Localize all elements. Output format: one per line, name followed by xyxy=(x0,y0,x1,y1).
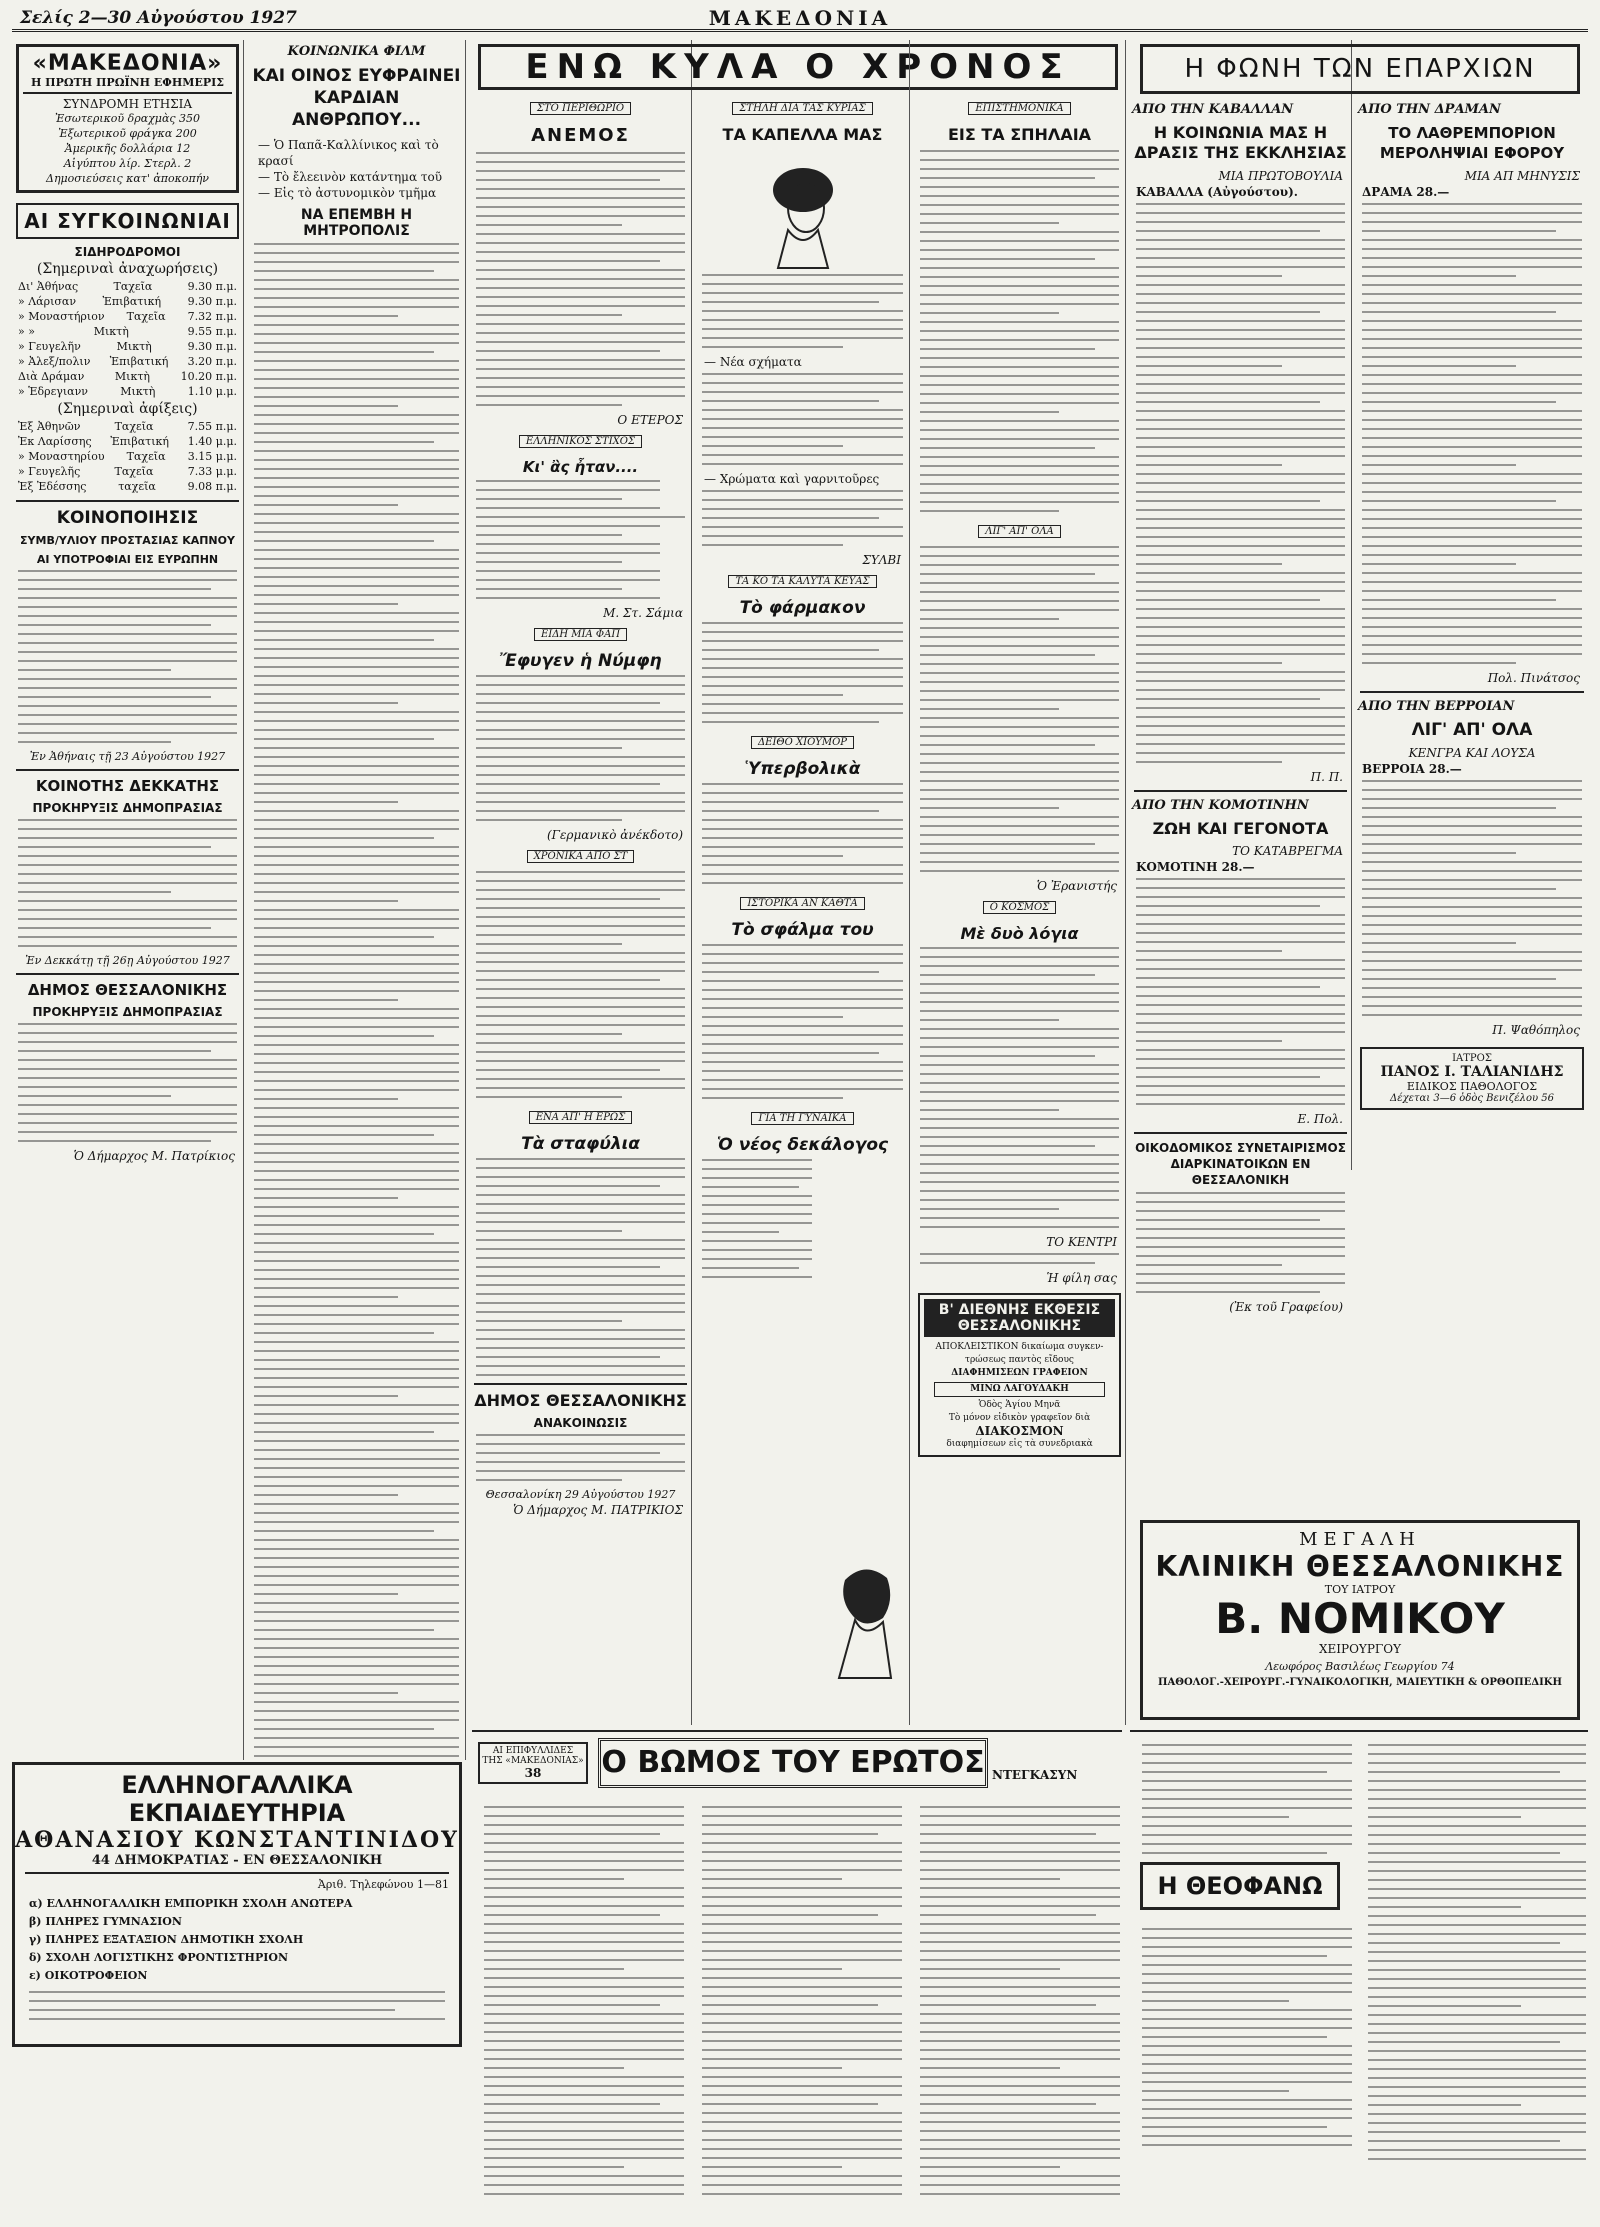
article-text xyxy=(702,373,903,465)
section-label: ΓΙΑ ΤΗ ΓΥΝΑΙΚΑ xyxy=(751,1112,853,1125)
school-item: α) ΕΛΛΗΝΟΓΑΛΛΙΚΗ ΕΜΠΟΡΙΚΗ ΣΧΟΛΗ ΑΝΩΤΕΡΑ xyxy=(29,1897,353,1910)
subscription-row: Αἰγύπτου λίρ. Στερλ. 2 xyxy=(63,157,192,170)
arrivals-heading: (Σημεριναὶ ἀφίξεις) xyxy=(57,401,198,417)
poem-text xyxy=(476,480,685,599)
article-subtitle: ΚΕΝΓΡΑ ΚΑΙ ΛΟΥΣΑ xyxy=(1408,746,1536,760)
clinic-title: ΚΛΙΝΙΚΗ ΘΕΣΣΑΛΟΝΙΚΗΣ xyxy=(1155,1550,1565,1583)
school-item: γ) ΠΛΗΡΕΣ ΕΞΑΤΑΞΙΟΝ ΔΗΜΟΤΙΚΗ ΣΧΟΛΗ xyxy=(29,1933,304,1946)
from-label: ΑΠΟ ΤΗΝ ΔΡΑΜΑΝ xyxy=(1358,102,1501,117)
article-lead: ΚΟΜΟΤΙΝΗ 28.— xyxy=(1136,860,1255,874)
municipality-title: ΔΗΜΟΣ ΘΕΣΣΑΛΟΝΙΚΗΣ xyxy=(474,1391,687,1410)
dekatia-date: Ἐν Δεκκάτῃ τῇ 26ῃ Αὐγούστου 1927 xyxy=(25,954,230,967)
article-text xyxy=(476,1434,685,1481)
article-title: Μὲ δυὸ λόγια xyxy=(960,924,1079,943)
municipality-signature: Ὁ Δήμαρχος Μ. Πατρίκιος xyxy=(73,1149,235,1163)
column-3 xyxy=(470,40,692,1725)
clinic-address: Λεωφόρος Βασιλέως Γεωργίου 74 xyxy=(1265,1660,1455,1673)
article-subheading: — Εἰς τὸ ἀστυνομικὸν τμῆμα xyxy=(258,186,437,200)
masthead xyxy=(12,6,1588,32)
exhibition-title: Β' ΔΙΕΘΝΗΣ ΕΚΘΕΣΙΣ ΘΕΣΣΑΛΟΝΙΚΗΣ xyxy=(924,1299,1115,1337)
municipality-signature: Ὁ Δήμαρχος Μ. ΠΑΤΡΙΚΙΟΣ xyxy=(513,1503,683,1517)
exhibition-line: διαφημίσεων εἰς τὰ συνεδριακὰ xyxy=(946,1439,1093,1449)
article-text xyxy=(702,622,903,723)
article-subtitle: ΜΙΑ ΠΡΩΤΟΒΟΥΛΙΑ xyxy=(1218,169,1343,183)
article-title: ΤΑ ΚΑΠΕΛΛΑ ΜΑΣ xyxy=(722,125,883,144)
article-title: ΑΝΕΜΟΣ xyxy=(531,125,630,146)
doctor-name: ΠΑΝΟΣ Ι. ΤΑΛΙΑΝΙΔΗΣ xyxy=(1380,1064,1564,1080)
article-text xyxy=(920,947,1119,1228)
schedule-row: » Ἑδρεγιανν Μικτὴ 1.10 μ.μ. xyxy=(18,385,237,398)
article-text xyxy=(18,570,237,743)
doctor-specialty: ΕΙΔΙΚΟΣ ΠΑΘΟΛΟΓΟΣ xyxy=(1406,1080,1538,1093)
subscription-title: «ΜΑΚΕΔΟΝΙΑ» xyxy=(32,51,223,76)
section-label: Ο ΚΟΣΜΟΣ xyxy=(983,901,1057,914)
article-text xyxy=(29,1991,445,2020)
exhibition-line: ΑΠΟΚΛΕΙΣΤΙΚΟΝ δικαίωμα συγκεν- xyxy=(935,1342,1104,1352)
section-label: ΕΛΛΗΝΙΚΟΣ ΣΤΙΧΟΣ xyxy=(519,435,642,448)
section-label: ΤΑ ΚΟ ΤΑ ΚΑΛΥΤΑ ΚΕΥΑΣ xyxy=(728,575,876,588)
schedule-row: Ἐξ Ἐδέσσης ταχεῖα 9.08 π.μ. xyxy=(18,480,237,493)
article-title: ΕΙΣ ΤΑ ΣΠΗΛΑΙΑ xyxy=(947,125,1092,144)
article-title: Τὰ σταφύλια xyxy=(521,1134,640,1154)
article-signature: Ὁ Ἐρανιστής xyxy=(1036,879,1117,893)
from-label: ΑΠΟ ΤΗΝ ΚΟΜΟΤΙΝΗΝ xyxy=(1132,798,1309,813)
notice-subtitle: ΣΥΜΒ/ΥΛΙΟΥ ΠΡΟΣΤΑΣΙΑΣ ΚΑΠΝΟΥ xyxy=(20,534,235,547)
exhibition-line: Ὁδὸς Ἁγίου Μηνᾶ xyxy=(978,1400,1061,1410)
schedule-row: Ἐξ Ἀθηνῶν Ταχεῖα 7.55 π.μ. xyxy=(18,420,237,433)
woman-portrait-illustration xyxy=(825,1560,905,1680)
section-label: ΚΟΙΝΩΝΙΚΑ ΦΙΛΜ xyxy=(287,44,426,59)
municipality-subtitle: ΠΡΟΚΗΡΥΞΙΣ ΔΗΜΟΠΡΑΣΙΑΣ xyxy=(32,1005,223,1019)
article-lead: ΒΕΡΡΟΙΑ 28.— xyxy=(1362,762,1462,776)
serial-author: ΝΤΕΓΚΑΣΥΝ xyxy=(992,1768,1078,1782)
from-label: ΑΠΟ ΤΗΝ ΚΑΒΑΛΛΑΝ xyxy=(1132,102,1294,117)
article-text xyxy=(1136,878,1345,1105)
exhibition-ad xyxy=(918,1293,1121,1457)
article-title: ΛΙΓ' ΑΠ' ΟΛΑ xyxy=(1411,720,1533,740)
article-text xyxy=(702,1806,902,2202)
article-text xyxy=(1362,780,1582,1016)
clinic-ad xyxy=(1140,1520,1580,1720)
schedule-row: » Γευγελῆς Ταχεῖα 7.33 μ.μ. xyxy=(18,465,237,478)
column-2 xyxy=(248,40,466,1760)
article-signature: ΤΟ ΚΕΝΤΡΙ xyxy=(1046,1235,1117,1249)
article-signature: Ε. Πολ. xyxy=(1297,1112,1343,1126)
school-title: ΕΛΛΗΝΟΓΑΛΛΙΚΑ ΕΚΠΑΙΔΕΥΤΗΡΙΑ xyxy=(121,1771,353,1827)
article-text xyxy=(920,546,1119,872)
schedule-row: » Μοναστηρίου Ταχεῖα 3.15 μ.μ. xyxy=(18,450,237,463)
notice-date: Ἐν Ἀθήναις τῇ 23 Αὐγούστου 1927 xyxy=(29,750,226,763)
exhibition-line: Τὸ μόνον εἰδικὸν γραφεῖον διὰ xyxy=(948,1413,1091,1423)
newspaper-title: ΜΑΚΕΔΟΝΙΑ xyxy=(708,6,892,30)
exhibition-line: τρώσεως παντὸς εἴδους xyxy=(965,1355,1074,1365)
article-text xyxy=(702,490,903,546)
subscription-box xyxy=(16,44,239,193)
schedule-row: » Μοναστήριον Ταχεῖα 7.32 π.μ. xyxy=(18,310,237,323)
article-text xyxy=(1142,1744,1352,1861)
subscription-row: Ἐξωτερικοῦ φράγκα 200 xyxy=(58,127,197,140)
doctor-ad xyxy=(1360,1047,1584,1110)
notice-title: ΚΟΙΝΟΠΟΙΗΣΙΣ xyxy=(56,508,199,528)
serial-section xyxy=(472,1730,1122,2210)
section-label: ΣΤΟ ΠΕΡΙΘΩΡΙΟ xyxy=(530,102,631,115)
article-text xyxy=(476,675,685,821)
article-title: Ἔφυγεν ἡ Νύμφη xyxy=(499,651,662,671)
school-ad xyxy=(12,1762,462,2047)
departures-table xyxy=(18,279,237,399)
article-signature: Πολ. Πινάτσος xyxy=(1487,671,1580,685)
subscription-line: ΣΥΝΔΡΟΜΗ ΕΤΗΣΙΑ xyxy=(62,97,193,111)
article-text xyxy=(702,944,903,1099)
theofano-section xyxy=(1130,1730,1588,2210)
section-label: ΕΠΙΣΤΗΜΟΝΙΚΑ xyxy=(968,102,1070,115)
subscription-row: Δημοσιεύσεις κατ' ἀποκοπήν xyxy=(46,172,209,185)
article-text xyxy=(702,274,903,348)
article-title: ΖΩΗ ΚΑΙ ΓΕΓΟΝΟΤΑ xyxy=(1152,819,1329,838)
serial-tag-line: ΤΗΣ «ΜΑΚΕΔΟΝΙΑΣ» xyxy=(482,1756,584,1766)
notice-subtitle-2: ΑΙ ΥΠΟΤΡΟΦΙΑΙ ΕΙΣ ΕΥΡΩΠΗΝ xyxy=(36,553,219,566)
section-heading: ΝΑ ΕΠΕΜΒΗ Η ΜΗΤΡΟΠΟΛΙΣ xyxy=(300,207,413,239)
school-owner: ΑΘΑΝΑΣΙΟΥ ΚΩΝΣΤΑΝΤΙΝΙΔΟΥ xyxy=(15,1827,459,1853)
column-4 xyxy=(696,40,910,1725)
article-subheading: — Χρώματα καὶ γαρνιτοῦρες xyxy=(704,472,880,486)
from-label: ΑΠΟ ΤΗΝ ΒΕΡΡΟΙΑΝ xyxy=(1358,699,1515,714)
article-text xyxy=(920,1806,1120,2202)
article-note: (Γερμανικὸ ἀνέκδοτο) xyxy=(546,828,683,842)
dekatia-title: ΚΟΙΝΟΤΗΣ ΔΕΚΚΑΤΗΣ xyxy=(35,777,220,795)
article-subheading: — Νέα σχήματα xyxy=(704,355,802,369)
article-text xyxy=(254,243,459,1892)
doctor-label: ΙΑΤΡΟΣ xyxy=(1452,1053,1492,1064)
article-subheading: — Τὸ ἔλεεινὸν κατάντημα τοῦ xyxy=(258,170,443,184)
article-text xyxy=(476,152,685,406)
section-label: ΣΤΗΛΗ ΔΙΑ ΤΑΣ ΚΥΡΙΑΣ xyxy=(732,102,872,115)
article-text xyxy=(1142,1928,1352,2153)
municipality-title: ΔΗΜΟΣ ΘΕΣΣΑΛΟΝΙΚΗΣ xyxy=(27,981,228,999)
railways-heading: ΣΙΔΗΡΟΔΡΟΜΟΙ xyxy=(74,245,181,259)
doctor-hours: Δέχεται 3—6 ὁδὸς Βενιζέλου 56 xyxy=(1390,1093,1554,1104)
section-label: ΕΝΑ ΑΠ' Η ΕΡΩΣ xyxy=(529,1111,633,1124)
section-label: ΔΕΙΘΟ ΧΙΟΥΜΟΡ xyxy=(751,736,854,749)
article-title: Τὸ φάρμακον xyxy=(739,598,866,618)
serial-tag xyxy=(478,1742,588,1784)
subscription-row: Ἐσωτερικοῦ δραχμὰς 350 xyxy=(54,112,201,125)
article-title: Ὑπερβολικὰ xyxy=(744,759,861,779)
article-title: Ὁ νέος δεκάλογος xyxy=(716,1135,889,1155)
article-signature: Ἡ φίλη σας xyxy=(1046,1271,1117,1285)
column-5 xyxy=(914,40,1126,1725)
subscription-row: Ἀμερικῆς δολλάρια 12 xyxy=(64,142,191,155)
exhibition-line: ΜΙΝΩ ΛΑΓΟΥΔΑΚΗ xyxy=(934,1382,1105,1397)
column-7 xyxy=(1356,40,1588,1170)
section-label: ΙΣΤΟΡΙΚΑ ΑΝ ΚΑΘΤΑ xyxy=(740,897,864,910)
article-subtitle: ΤΟ ΚΑΤΑΒΡΕΓΜΑ xyxy=(1232,844,1343,858)
school-item: ε) ΟΙΚΟΤΡΟΦΕΙΟΝ xyxy=(29,1969,148,1982)
coop-note: (Ἐκ τοῦ Γραφείου) xyxy=(1229,1300,1343,1314)
municipality-subtitle: ΑΝΑΚΟΙΝΩΣΙΣ xyxy=(533,1416,628,1430)
clinic-line: ΧΕΙΡΟΥΡΓΟΥ xyxy=(1318,1642,1402,1656)
article-title: ΚΑΙ ΟΙΝΟΣ ΕΥΦΡΑΙΝΕΙ ΚΑΡΔΙΑΝ ΑΝΘΡΩΠΟΥ... xyxy=(252,66,461,130)
dekatia-subtitle: ΠΡΟΚΗΡΥΞΙΣ ΔΗΜΟΠΡΑΣΙΑΣ xyxy=(32,801,223,815)
theofano-title: Η ΘΕΟΦΑΝΩ xyxy=(1140,1862,1340,1910)
section-label: ΕΙΔΗ ΜΙΑ ΦΑΠ xyxy=(534,628,627,641)
coop-title: ΟΙΚΟΔΟΜΙΚΟΣ ΣΥΝΕΤΑΙΡΙΣΜΟΣ ΔΙΑΡΚΙΝΑΤΟΙΚΩΝ ΕΝ ΘΕΣΣΑΛΟΝΙΚΗ xyxy=(1135,1141,1346,1187)
school-phone: Ἀριθ. Τηλεφώνου 1—81 xyxy=(317,1878,449,1891)
article-subtitle: ΜΙΑ ΑΠ ΜΗΝΥΣΙΣ xyxy=(1464,169,1580,183)
article-text xyxy=(1136,1192,1345,1293)
article-signature: Π. Ψαθόπηλος xyxy=(1492,1023,1580,1037)
article-text xyxy=(484,1806,684,2202)
article-text xyxy=(18,819,237,947)
article-lead: ΔΡΑΜΑ 28.— xyxy=(1362,185,1450,199)
schedule-row: » Λάρισαν Ἐπιβατική 9.30 π.μ. xyxy=(18,295,237,308)
page-date: Σελίς 2—30 Αὐγούστου 1927 xyxy=(20,8,297,28)
school-item: δ) ΣΧΟΛΗ ΛΟΓΙΣΤΙΚΗΣ ΦΡΟΝΤΙΣΤΗΡΙΟΝ xyxy=(29,1951,288,1964)
poem-title: Κι' ἂς ἦταν.... xyxy=(522,458,639,476)
article-text xyxy=(476,1158,685,1376)
column-1 xyxy=(12,40,244,1760)
article-signature: ΣΥΛΒΙ xyxy=(862,553,901,567)
article-text xyxy=(1368,1744,1586,2167)
article-text xyxy=(18,1023,237,1142)
article-text xyxy=(1362,203,1582,664)
article-text xyxy=(1136,203,1345,763)
serial-tag-line: ΑΙ ΕΠΙΦΥΛΛΙΔΕΣ xyxy=(492,1746,574,1756)
article-signature: Ο ΕΤΕΡΟΣ xyxy=(617,413,683,427)
serial-title: Ο ΒΩΜΟΣ ΤΟΥ ΕΡΩΤΟΣ xyxy=(598,1738,988,1788)
exhibition-line: ΔΙΑΦΗΜΙΣΕΩΝ ΓΡΑΦΕΙΟΝ xyxy=(951,1368,1088,1378)
clinic-doctor: Β. ΝΟΜΙΚΟΥ xyxy=(1215,1594,1505,1643)
provinces-banner: Η ΦΩΝΗ ΤΩΝ ΕΠΑΡΧΙΩΝ xyxy=(1140,44,1580,94)
municipality-date: Θεσσαλονίκη 29 Αὐγούστου 1927 xyxy=(485,1488,676,1501)
article-title: Η ΚΟΙΝΩΝΙΑ ΜΑΣ Η ΔΡΑΣΙΣ ΤΗΣ ΕΚΚΛΗΣΙΑΣ xyxy=(1134,123,1347,162)
school-address: 44 ΔΗΜΟΚΡΑΤΙΑΣ - ΕΝ ΘΕΣΣΑΛΟΝΙΚΗ xyxy=(25,1853,449,1874)
serial-number: 38 xyxy=(524,1766,542,1780)
article-text xyxy=(920,1253,1119,1264)
article-signature: Π. Π. xyxy=(1310,770,1343,784)
school-item: β) ΠΛΗΡΕΣ ΓΥΜΝΑΣΙΟΝ xyxy=(29,1915,182,1928)
section-label: ΛΙΓ' ΑΠ' ΟΛΑ xyxy=(978,525,1061,538)
article-lead: ΚΑΒΑΛΛΑ (Αὐγούστου). xyxy=(1136,185,1298,199)
article-text xyxy=(702,783,903,884)
section-label: ΧΡΟΝΙΚΑ ΑΠΟ ΣΤ xyxy=(527,850,635,863)
clinic-specialties: ΠΑΘΟΛΟΓ.-ΧΕΙΡΟΥΡΓ.-ΓΥΝΑΙΚΟΛΟΓΙΚΗ, ΜΑΙΕΥΤΙΚΗ & ΟΡΘΟΠΕΔΙΚΗ xyxy=(1158,1677,1562,1688)
departures-heading: (Σημεριναὶ ἀναχωρήσεις) xyxy=(36,261,219,277)
communications-header: ΑΙ ΣΥΓΚΟΙΝΩΝΙΑΙ xyxy=(16,203,239,239)
schedule-row: Ἐκ Λαρίσσης Ἐπιβατική 1.40 μ.μ. xyxy=(18,435,237,448)
clinic-line: ΤΟΥ ΙΑΤΡΟΥ xyxy=(1324,1583,1396,1596)
arrivals-table xyxy=(18,419,237,494)
woman-hat-illustration xyxy=(758,150,848,270)
schedule-row: » Ἀλεξ/πολιν Ἐπιβατική 3.20 π.μ. xyxy=(18,355,237,368)
article-title: ΤΟ ΛΑΘΡΕΜΠΟΡΙΟΝ ΜΕΡΟΛΗΨΙΑΙ ΕΦΟΡΟΥ xyxy=(1379,124,1565,162)
article-title: Τὸ σφάλμα του xyxy=(731,920,874,940)
schedule-row: Δι' Ἀθήνας Ταχεῖα 9.30 π.μ. xyxy=(18,280,237,293)
article-text xyxy=(702,1159,812,1278)
clinic-line: ΜΕΓΑΛΗ xyxy=(1299,1529,1421,1550)
article-text xyxy=(476,871,685,1098)
column-6 xyxy=(1130,40,1352,1314)
schedule-row: Διὰ Δράμαν Μικτὴ 10.20 π.μ. xyxy=(18,370,237,383)
schedule-row: » » Μικτὴ 9.55 π.μ. xyxy=(18,325,237,338)
schedule-row: » Γευγελῆν Μικτὴ 9.30 π.μ. xyxy=(18,340,237,353)
poem-signature: Μ. Στ. Σάμια xyxy=(603,606,683,620)
subscription-subtitle: Η ΠΡΩΤΗ ΠΡΩΪΝΗ ΕΦΗΜΕΡΙΣ xyxy=(23,76,232,94)
article-subheading: — Ὁ Παπᾶ-Καλλίνικος καὶ τὸ κρασί xyxy=(258,138,439,168)
article-text xyxy=(920,150,1119,512)
main-banner: ΕΝΩ ΚΥΛΑ Ο ΧΡΟΝΟΣ xyxy=(478,44,1118,90)
exhibition-line: ΔΙΑΚΟΣΜΟΝ xyxy=(975,1424,1064,1438)
